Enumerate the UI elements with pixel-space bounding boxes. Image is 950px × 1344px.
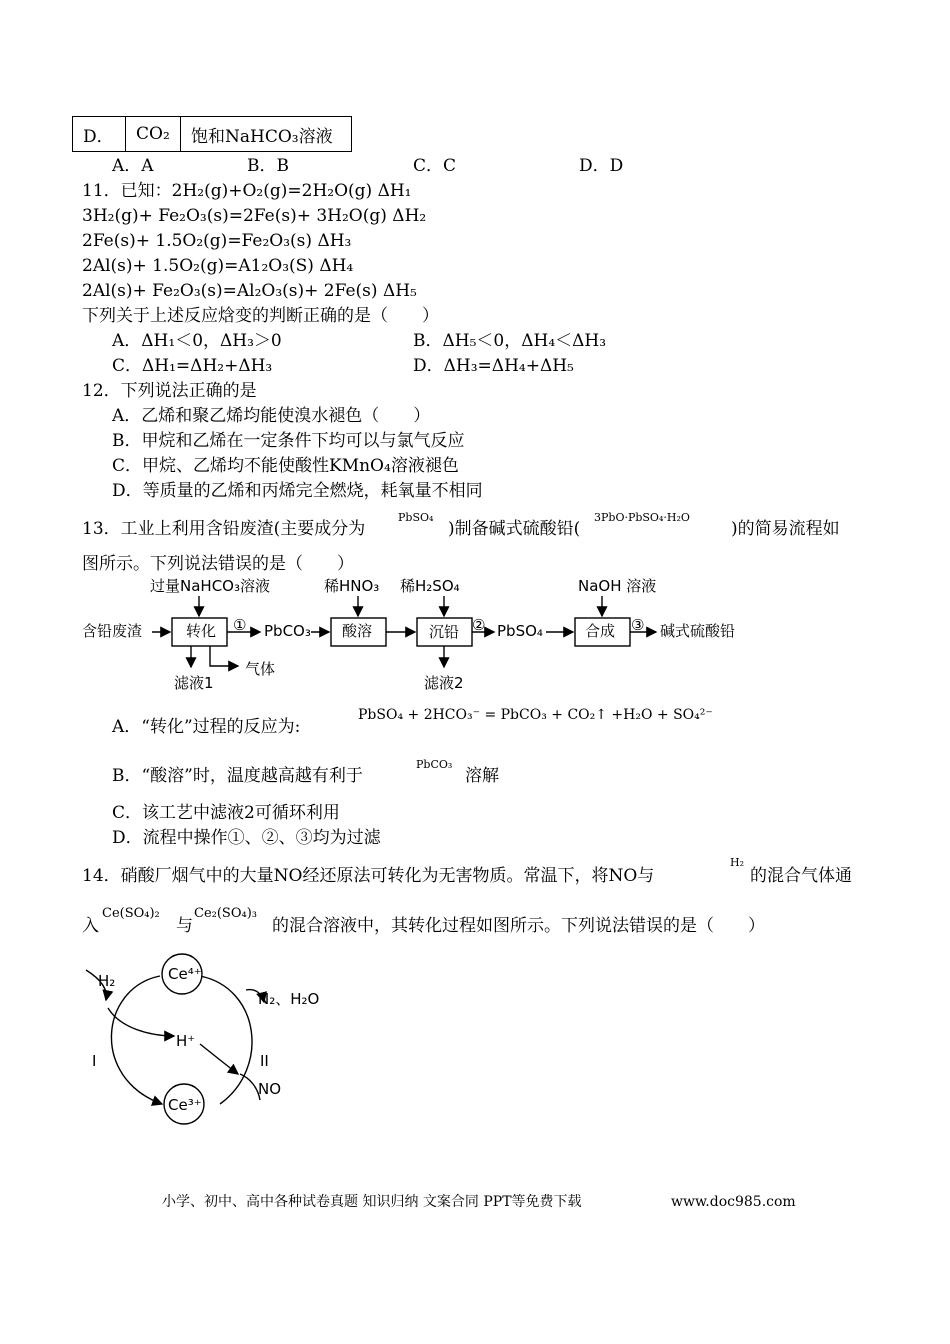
step-2-marker: ② [472, 616, 486, 634]
cycle-hplus-label: H⁺ [176, 1032, 196, 1050]
cycle-h2-label: H₂ [98, 972, 116, 990]
q11-option-b: B．ΔH₅＜0，ΔH₄＜ΔH₃ [413, 331, 607, 351]
q11-question: 下列关于上述反应焓变的判断正确的是（ ） [82, 306, 439, 326]
footer-url[interactable]: www.doc985.com [671, 1194, 796, 1210]
q13-option-b-prefix: B．“酸溶”时，温度越高越有利于 [112, 766, 363, 786]
q12-option-b: B．甲烷和乙烯在一定条件下均可以与氯气反应 [112, 431, 465, 451]
q14-cycle-diagram [80, 948, 340, 1133]
q13-stem-line2: 图所示。下列说法错误的是（ ） [82, 554, 354, 574]
q10-option-a: A．A [112, 156, 154, 176]
q13-option-a-prefix: A．“转化”过程的反应为: [112, 717, 301, 737]
q11-stem: 11．已知：2H₂(g)+O₂(g)=2H₂O(g) ΔH₁ [82, 181, 412, 201]
q13-option-c: C．该工艺中滤液2可循环利用 [112, 803, 340, 823]
table-cell-reagent: 饱和NaHCO₃溶液 [181, 117, 352, 152]
q13-option-b-suffix: 溶解 [465, 766, 499, 786]
q12-option-a: A．乙烯和聚乙烯均能使溴水褪色（ ） [112, 406, 431, 426]
gas-label: 气体 [245, 660, 276, 678]
q12-stem: 12．下列说法正确的是 [82, 381, 257, 401]
box-precipitate-label: 沉铅 [429, 623, 460, 641]
filtrate-1-label: 滤液1 [174, 674, 214, 692]
q11-option-a: A．ΔH₁＜0，ΔH₃＞0 [112, 331, 282, 351]
footer-text: 小学、初中、高中各种试卷真题 知识归纳 文案合同 PPT等免费下载 [162, 1194, 582, 1210]
product-basic-lead-sulfate: 碱式硫酸铅 [660, 622, 736, 640]
q13-stem-part1: 13．工业上利用含铅废渣(主要成分为 [82, 519, 366, 539]
table-cell-gas: CO₂ [126, 117, 181, 152]
q11-option-d: D．ΔH₃=ΔH₄+ΔH₅ [413, 356, 574, 376]
cycle-stage-ii-label: II [260, 1052, 269, 1070]
intermediate-pbso4: PbSO₄ [497, 622, 543, 640]
reagent-h2so4: 稀H₂SO₄ [400, 577, 460, 595]
q13-option-a-equation: PbSO₄ + 2HCO₃⁻ = PbCO₃ + CO₂↑ +H₂O + SO₄²⁻ [358, 707, 713, 723]
q11-equation-4: 2Al(s)+ 1.5O₂(g)=A1₂O₃(S) ΔH₄ [82, 256, 354, 276]
intermediate-pbco3: PbCO₃ [264, 622, 311, 640]
q14-formula-ce-so4-2: Ce(SO₄)₂ [102, 906, 160, 921]
q10-option-d: D．D [579, 156, 624, 176]
cycle-stage-i-label: I [92, 1052, 97, 1070]
q13-stem-part3: )的简易流程如 [731, 519, 840, 539]
q11-equation-5: 2Al(s)+ Fe₂O₃(s)=Al₂O₃(s)+ 2Fe(s) ΔH₅ [82, 281, 417, 301]
q13-formula-basic-lead-sulfate: 3PbO·PbSO₄·H₂O [594, 511, 690, 524]
box-acid-dissolve-label: 酸溶 [342, 622, 373, 640]
q14-stem-part2: 的混合气体通 [750, 866, 852, 886]
q14-formula-h2: H₂ [730, 856, 745, 869]
q14-formula-ce2-so4-3: Ce₂(SO₄)₃ [194, 906, 257, 921]
step-1-marker: ① [233, 616, 247, 634]
reagent-hno3: 稀HNO₃ [324, 577, 380, 595]
q13-flow-diagram [78, 574, 778, 694]
filtrate-2-label: 滤液2 [424, 674, 464, 692]
step-3-marker: ③ [631, 616, 645, 634]
q11-option-c: C．ΔH₁=ΔH₂+ΔH₃ [112, 356, 273, 376]
cycle-ce3-label: Ce³⁺ [168, 1096, 202, 1114]
box-conversion-label: 转化 [186, 622, 217, 640]
q13-option-b-formula: PbCO₃ [416, 758, 453, 771]
reagent-naoh: NaOH 溶液 [578, 577, 657, 595]
q13-stem-part2: )制备碱式硫酸铅( [448, 519, 581, 539]
q14-stem-part1: 14．硝酸厂烟气中的大量NO经还原法可转化为无害物质。常温下，将NO与 [82, 866, 655, 886]
table-cell-option: D． [73, 117, 126, 152]
cycle-ce4-label: Ce⁴⁺ [168, 965, 202, 983]
q13-formula-pbso4: PbSO₄ [398, 511, 434, 524]
q14-line2-part3: 的混合溶液中，其转化过程如图所示。下列说法错误的是（ ） [272, 916, 765, 936]
q12-option-c: C．甲烷、乙烯均不能使酸性KMnO₄溶液褪色 [112, 456, 459, 476]
input-lead-residue: 含铅废渣 [82, 622, 143, 640]
box-synthesis-label: 合成 [585, 622, 616, 640]
q11-equation-2: 3H₂(g)+ Fe₂O₃(s)=2Fe(s)+ 3H₂O(g) ΔH₂ [82, 206, 427, 226]
answer-table-row [72, 116, 352, 152]
reagent-nahco3: 过量NaHCO₃溶液 [150, 577, 270, 595]
cycle-products-label: N₂、H₂O [258, 990, 320, 1008]
q13-option-d: D．流程中操作①、②、③均为过滤 [112, 828, 381, 848]
q14-line2-part1: 入 [82, 916, 99, 936]
q14-line2-part2: 与 [176, 916, 193, 936]
q10-option-c: C．C [413, 156, 457, 176]
cycle-no-label: NO [258, 1080, 282, 1098]
q10-option-b: B．B [247, 156, 289, 176]
q11-equation-3: 2Fe(s)+ 1.5O₂(g)=Fe₂O₃(s) ΔH₃ [82, 231, 352, 251]
q12-option-d: D．等质量的乙烯和丙烯完全燃烧，耗氧量不相同 [112, 481, 483, 501]
